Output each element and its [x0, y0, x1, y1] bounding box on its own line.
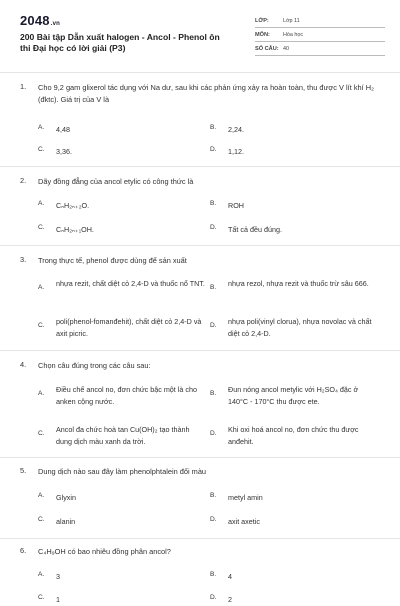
- option-letter: C.: [38, 224, 45, 231]
- divider: [0, 350, 400, 351]
- question-stem: Dãy đồng đẳng của ancol etylic có công thức là: [38, 177, 194, 186]
- question-number: 4.: [20, 360, 27, 369]
- option-letter: B.: [210, 571, 217, 578]
- divider: [0, 72, 400, 73]
- option-letter: C.: [38, 146, 45, 153]
- question-number: 2.: [20, 176, 27, 185]
- option-letter: C.: [38, 516, 45, 523]
- option-letter: B.: [210, 492, 217, 499]
- divider: [0, 538, 400, 539]
- option-text: metyl amin: [228, 493, 263, 502]
- option-text: alanin: [56, 517, 76, 526]
- option-letter: C.: [38, 594, 45, 601]
- meta-value: Hóa học: [283, 31, 304, 38]
- meta-key: LỚP:: [255, 17, 269, 24]
- option-text: Ancol đa chức hoà tan Cu(OH)₂ tạo thành dung dịch màu xanh da trời.: [56, 425, 190, 446]
- meta-key: MÔN:: [255, 31, 270, 38]
- option-letter: C.: [38, 322, 45, 329]
- question-stem: Dung dịch nào sau đây làm phenolphtalein đổi màu: [38, 467, 207, 476]
- page-title: 200 Bài tập Dẫn xuất halogen - Ancol - Phenol ôn thi Đại học có lời giải (P3): [20, 32, 220, 53]
- option-text: CₙH₂ₙ₊₂O.: [56, 201, 90, 210]
- option-letter: B.: [210, 284, 217, 291]
- question-number: 1.: [20, 82, 27, 91]
- page-header: [0, 0, 400, 68]
- logo-text: 2048: [20, 13, 50, 28]
- option-letter: D.: [210, 430, 217, 437]
- logo-suffix: .vn: [50, 21, 61, 27]
- option-letter: D.: [210, 146, 217, 153]
- option-letter: D.: [210, 224, 217, 231]
- option-text: 4: [228, 572, 232, 581]
- option-letter: A.: [38, 571, 45, 578]
- option-text: 1: [56, 595, 60, 604]
- meta-key: SỐ CÂU:: [255, 45, 279, 52]
- option-text: Đun nóng ancol metylic với H₂SO₄ đặc ở 140°C - 170°C thu được ete.: [228, 385, 359, 406]
- meta-value: 40: [283, 45, 289, 52]
- question-stem: C₄H₉OH có bao nhiêu đồng phân ancol?: [38, 547, 171, 556]
- option-text: nhựa poli(vinyl clorua), nhựa novolac và chất diệt cỏ 2,4-D.: [228, 317, 372, 338]
- option-letter: A.: [38, 492, 45, 499]
- meta-table: [255, 14, 385, 56]
- option-letter: B.: [210, 390, 217, 397]
- option-text: CₙH₂ₙ₊₁OH.: [56, 225, 94, 234]
- site-logo[interactable]: [20, 13, 60, 28]
- question-stem: Chọn câu đúng trong các câu sau:: [38, 361, 151, 370]
- option-text: 2: [228, 595, 232, 604]
- option-text: 3: [56, 572, 60, 581]
- divider: [0, 457, 400, 458]
- option-text: Khi oxi hoá ancol no, đơn chức thu được anđehit.: [228, 425, 359, 446]
- option-text: 4,48: [56, 125, 70, 134]
- option-text: 3,36.: [56, 147, 72, 156]
- option-text: nhựa rezol, nhựa rezit và thuốc trừ sâu 666.: [228, 279, 369, 288]
- question-number: 6.: [20, 546, 27, 555]
- option-letter: D.: [210, 594, 217, 601]
- option-letter: A.: [38, 124, 45, 131]
- question-stem: Cho 9,2 gam glixerol tác dụng với Na dư, sau khi các phản ứng xảy ra hoàn toàn, thu được V lít khí H₂ (đktc). Giá trị của V là: [38, 83, 374, 104]
- meta-value: Lớp 11: [283, 17, 300, 24]
- option-text: 2,24.: [228, 125, 244, 134]
- question-stem: Trong thực tế, phenol được dùng để sản xuất: [38, 256, 187, 265]
- option-text: ROH: [228, 201, 244, 210]
- option-letter: B.: [210, 124, 217, 131]
- option-text: Tất cả đều đúng.: [228, 225, 282, 234]
- option-text: poli(phenol-fomanđehit), chất diệt cỏ 2,4-D và axit picric.: [56, 317, 202, 338]
- option-letter: C.: [38, 430, 45, 437]
- meta-row-subject: [255, 28, 385, 42]
- option-letter: A.: [38, 200, 45, 207]
- meta-row-count: [255, 42, 385, 56]
- option-letter: A.: [38, 284, 45, 291]
- meta-row-class: [255, 14, 385, 28]
- option-letter: A.: [38, 390, 45, 397]
- option-letter: B.: [210, 200, 217, 207]
- question-number: 5.: [20, 466, 27, 475]
- question-number: 3.: [20, 255, 27, 264]
- option-text: 1,12.: [228, 147, 244, 156]
- divider: [0, 245, 400, 246]
- option-text: Glyxin: [56, 493, 76, 502]
- option-letter: D.: [210, 322, 217, 329]
- option-text: nhựa rezit, chất diệt cỏ 2,4-D và thuốc nổ TNT.: [56, 279, 205, 288]
- option-letter: D.: [210, 516, 217, 523]
- option-text: Điều chế ancol no, đơn chức bậc một là cho anken cộng nước.: [56, 385, 197, 406]
- option-text: axit axetic: [228, 517, 260, 526]
- divider: [0, 166, 400, 167]
